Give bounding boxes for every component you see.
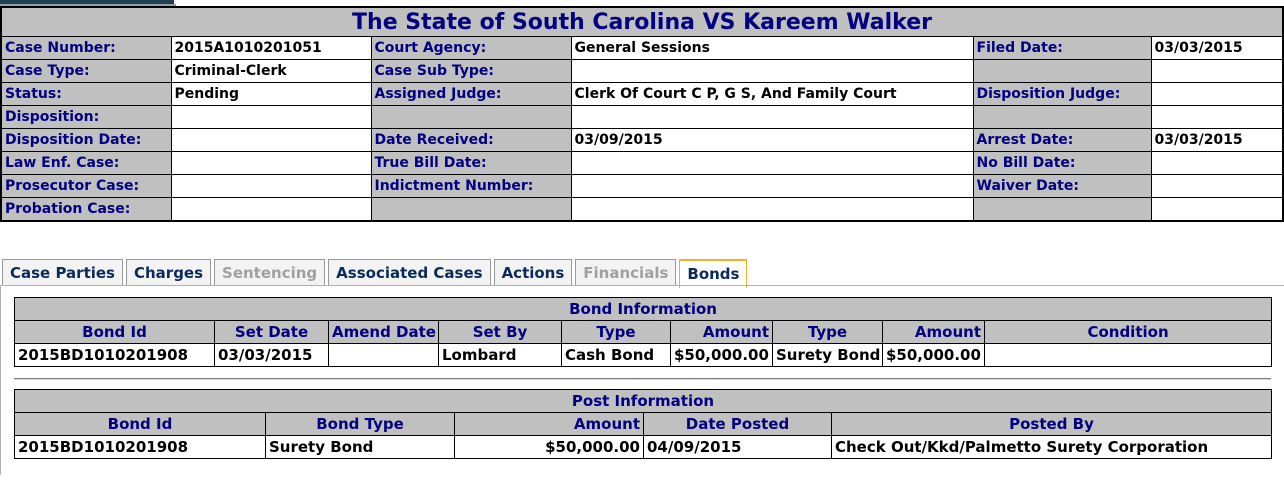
tab-financials: Financials	[575, 259, 676, 285]
case-field-value: 03/09/2015	[571, 129, 973, 152]
case-row	[1, 198, 1283, 222]
case-field-label: True Bill Date:	[371, 152, 571, 175]
case-field-label: Arrest Date:	[973, 129, 1151, 152]
tab-bonds[interactable]: Bonds	[679, 259, 747, 288]
case-field-value	[171, 175, 371, 198]
case-field-label: Disposition Judge:	[973, 83, 1151, 106]
case-field-label: Status:	[1, 83, 171, 106]
case-field-value	[1151, 60, 1283, 83]
bond-cell: Cash Bond	[562, 344, 671, 367]
case-field-value: Clerk Of Court C P, G S, And Family Court	[571, 83, 973, 106]
bond-column-header: Bond Id	[15, 321, 215, 344]
case-field-value	[571, 60, 973, 83]
case-row	[1, 83, 1283, 106]
bond-cell: Lombard	[439, 344, 562, 367]
case-field-value: 2015A1010201051	[171, 37, 371, 60]
case-field-value	[1151, 175, 1283, 198]
case-field-value	[571, 106, 973, 129]
post-column-header: Bond Type	[266, 413, 455, 436]
section-divider-highlight	[14, 379, 1271, 380]
case-field-value: Pending	[171, 83, 371, 106]
bond-column-header: Condition	[985, 321, 1272, 344]
tab-associated-cases[interactable]: Associated Cases	[328, 259, 490, 285]
case-field-value	[171, 129, 371, 152]
case-field-value	[571, 175, 973, 198]
case-field-label: Case Number:	[1, 37, 171, 60]
post-column-header: Date Posted	[644, 413, 832, 436]
case-field-label: Waiver Date:	[973, 175, 1151, 198]
post-column-header: Posted By	[832, 413, 1272, 436]
case-field-label: Case Type:	[1, 60, 171, 83]
bond-information-title: Bond Information	[15, 298, 1272, 321]
post-information-table	[14, 389, 1272, 459]
tab-sentencing: Sentencing	[214, 259, 325, 285]
case-field-value	[171, 152, 371, 175]
tab-charges[interactable]: Charges	[126, 259, 211, 285]
case-field-label: Date Received:	[371, 129, 571, 152]
case-row	[1, 37, 1283, 60]
case-field-label: Indictment Number:	[371, 175, 571, 198]
case-field-label: Disposition:	[1, 106, 171, 129]
post-cell: 2015BD1010201908	[15, 436, 266, 459]
tab-bar	[2, 259, 750, 286]
tab-panel-border	[0, 285, 1, 475]
bond-column-header: Amount	[883, 321, 985, 344]
case-field-value	[571, 152, 973, 175]
case-field-label: Disposition Date:	[1, 129, 171, 152]
case-field-label: Filed Date:	[973, 37, 1151, 60]
bond-cell: 2015BD1010201908	[15, 344, 215, 367]
post-cell: Check Out/Kkd/Palmetto Surety Corporation	[832, 436, 1272, 459]
table-row	[15, 436, 1272, 459]
case-field-value	[171, 106, 371, 129]
case-field-value	[1151, 152, 1283, 175]
bond-cell	[329, 344, 439, 367]
table-row	[15, 344, 1272, 367]
case-field-value: General Sessions	[571, 37, 973, 60]
case-field-label: Assigned Judge:	[371, 83, 571, 106]
case-field-label: Court Agency:	[371, 37, 571, 60]
case-row	[1, 152, 1283, 175]
case-details-table	[0, 6, 1284, 222]
case-field-value: 03/03/2015	[1151, 37, 1283, 60]
case-field-value: Criminal-Clerk	[171, 60, 371, 83]
case-field-label	[371, 198, 571, 222]
bond-column-header: Amount	[671, 321, 773, 344]
bond-column-header: Amend Date	[329, 321, 439, 344]
post-column-header: Amount	[455, 413, 644, 436]
tab-case-parties[interactable]: Case Parties	[2, 259, 123, 285]
case-field-label	[973, 198, 1151, 222]
case-field-label	[973, 106, 1151, 129]
bond-column-header: Type	[773, 321, 883, 344]
case-row	[1, 129, 1283, 152]
bond-cell: $50,000.00	[883, 344, 985, 367]
bond-cell	[985, 344, 1272, 367]
bond-column-header: Type	[562, 321, 671, 344]
case-field-value	[1151, 106, 1283, 129]
post-column-header: Bond Id	[15, 413, 266, 436]
case-row	[1, 175, 1283, 198]
case-field-value	[171, 198, 371, 222]
bond-column-header: Set Date	[215, 321, 329, 344]
case-field-value	[571, 198, 973, 222]
case-field-value: 03/03/2015	[1151, 129, 1283, 152]
case-title: The State of South Carolina VS Kareem Walker	[1, 7, 1283, 37]
case-field-label: Probation Case:	[1, 198, 171, 222]
post-cell: 04/09/2015	[644, 436, 832, 459]
post-cell: $50,000.00	[455, 436, 644, 459]
bond-cell: 03/03/2015	[215, 344, 329, 367]
case-row	[1, 60, 1283, 83]
case-field-label: Case Sub Type:	[371, 60, 571, 83]
post-information-title: Post Information	[15, 390, 1272, 413]
case-row	[1, 106, 1283, 129]
bond-column-header: Set By	[439, 321, 562, 344]
case-field-value	[1151, 198, 1283, 222]
bond-cell: Surety Bond	[773, 344, 883, 367]
tab-bar-underline	[0, 285, 1284, 286]
case-field-label: Law Enf. Case:	[1, 152, 171, 175]
post-cell: Surety Bond	[266, 436, 455, 459]
bond-information-table	[14, 297, 1272, 367]
case-field-label: No Bill Date:	[973, 152, 1151, 175]
bond-cell: $50,000.00	[671, 344, 773, 367]
case-field-label	[371, 106, 571, 129]
case-field-label: Prosecutor Case:	[1, 175, 171, 198]
tab-actions[interactable]: Actions	[494, 259, 573, 285]
case-field-value	[1151, 83, 1283, 106]
case-field-label	[973, 60, 1151, 83]
